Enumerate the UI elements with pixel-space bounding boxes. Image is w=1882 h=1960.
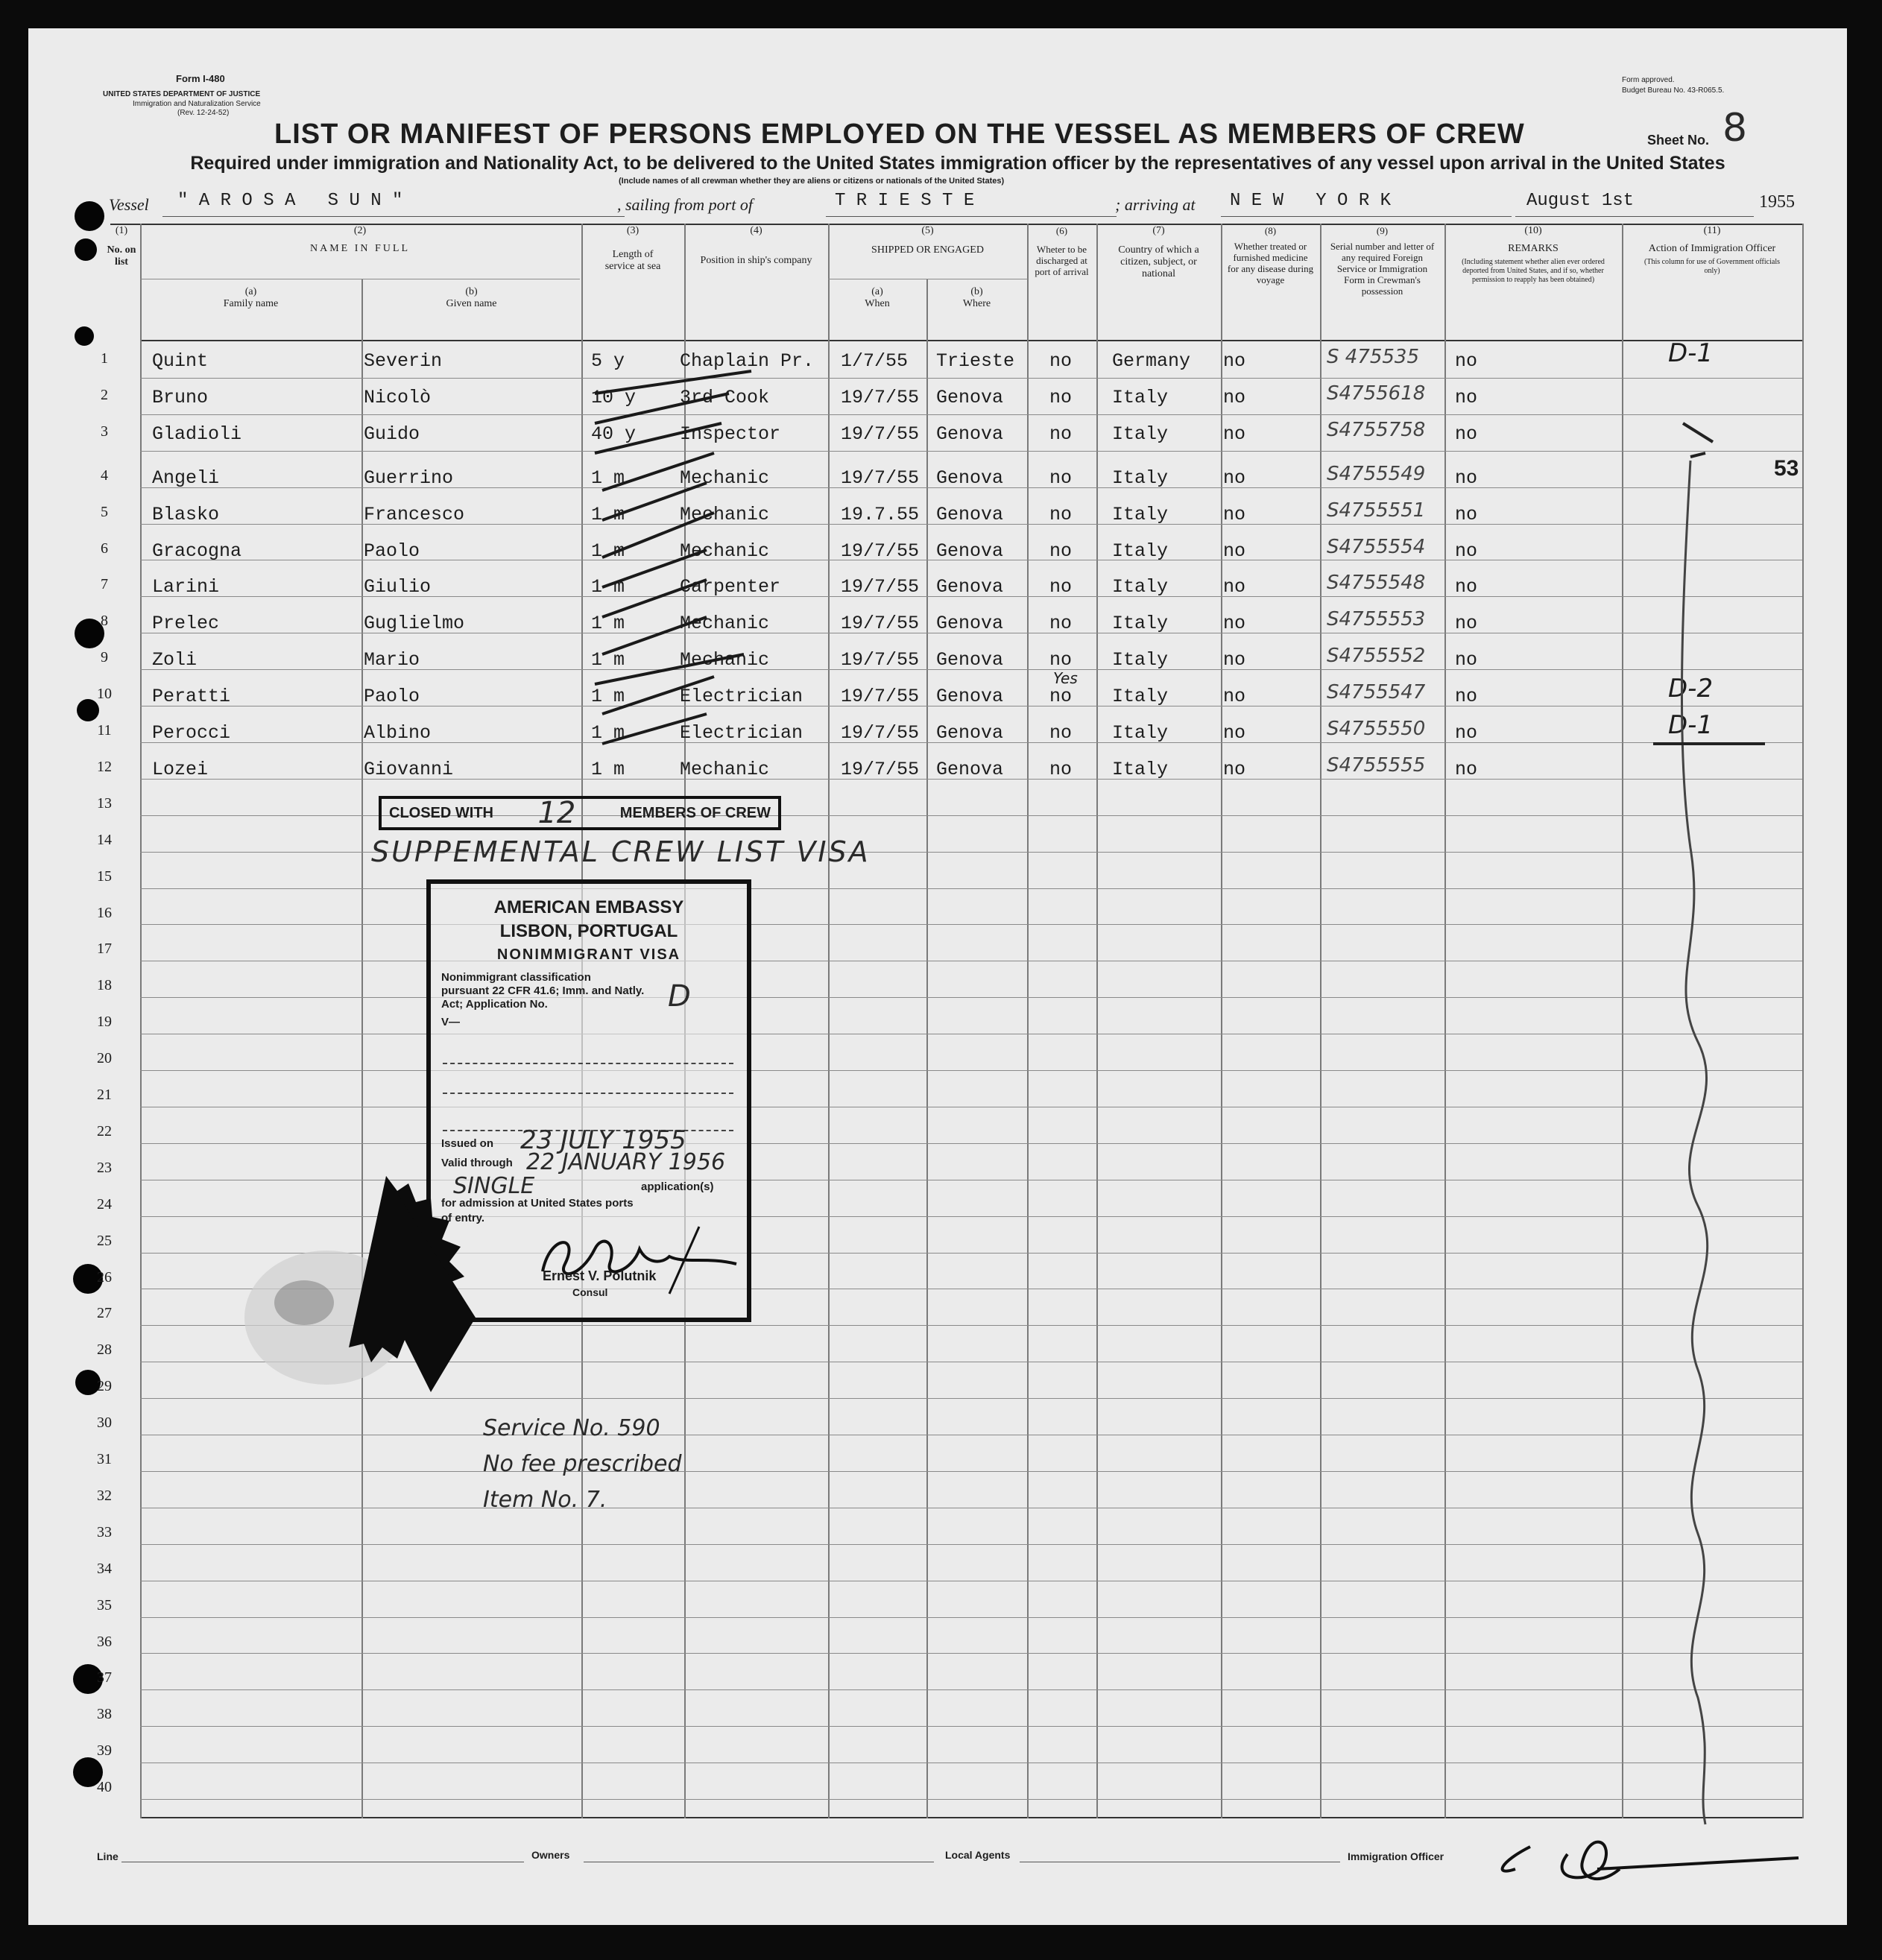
row-number: 21	[97, 1087, 112, 1103]
col6-header: Wheter to be discharged at port of arrival	[1035, 244, 1089, 277]
col7-header: Country of which a citizen, subject, or national	[1118, 244, 1199, 279]
treated: no	[1223, 576, 1246, 598]
shipped-where: Genova	[936, 686, 1004, 707]
shipped-where: Trieste	[936, 350, 1015, 372]
position: Mechanic	[680, 504, 770, 525]
shipped-where: Genova	[936, 467, 1004, 489]
shipped-when: 19/7/55	[841, 387, 920, 408]
visa-valid-label: Valid through	[441, 1157, 513, 1169]
discharge: no	[1049, 613, 1073, 634]
shipped-where: Genova	[936, 540, 1004, 562]
budget-number: Budget Bureau No. 43-R065.5.	[1622, 86, 1725, 95]
remarks: no	[1455, 686, 1478, 707]
row-number: 24	[97, 1196, 112, 1213]
position: Mechanic	[680, 467, 770, 489]
officer-action: D-1	[1668, 338, 1714, 368]
fee-note: No fee prescribed	[483, 1451, 682, 1477]
remarks: no	[1455, 350, 1478, 372]
officer-pencil-mark	[1623, 371, 1802, 1832]
shipped-where: Genova	[936, 387, 1004, 408]
visa-embassy: AMERICAN EMBASSY	[493, 897, 684, 917]
remarks: no	[1455, 504, 1478, 525]
treated: no	[1223, 423, 1246, 445]
punch-hole	[75, 238, 97, 261]
treated: no	[1223, 649, 1246, 671]
supplemental-note: SUPPEMENTAL CREW LIST VISA	[371, 835, 871, 868]
remarks: no	[1455, 649, 1478, 671]
given-name: Paolo	[364, 540, 420, 562]
visa-v-label: V—	[441, 1016, 461, 1028]
position: Mechanic	[680, 540, 770, 562]
visa-class-value: D	[668, 979, 691, 1014]
remarks: no	[1455, 576, 1478, 598]
treated: no	[1223, 540, 1246, 562]
shipped-where: Genova	[936, 759, 1004, 780]
row-rule	[140, 1617, 1802, 1618]
embossed-seal	[237, 1169, 535, 1422]
row-number: 12	[97, 759, 112, 775]
row-number: 11	[97, 722, 112, 739]
family-name: Lozei	[152, 759, 209, 780]
footer-agents: Local Agents	[945, 1849, 1011, 1861]
closed-stamp	[379, 796, 781, 830]
shipped-when: 19/7/55	[841, 722, 920, 744]
row-rule	[140, 997, 1802, 998]
col2b-header: Given name	[446, 298, 497, 309]
position: Chaplain Pr.	[680, 350, 815, 372]
discharge: no	[1049, 423, 1073, 445]
officer-signature	[1485, 1817, 1813, 1899]
row-number: 15	[97, 868, 112, 885]
col11-note: (This column for use of Government officials only)	[1644, 258, 1780, 275]
visa-applications: application(s)	[641, 1180, 714, 1193]
service-length: 1 m	[591, 576, 625, 598]
shipped-when: 19/7/55	[841, 467, 920, 489]
vessel-label: Vessel	[109, 195, 149, 214]
shipped-when: 19/7/55	[841, 423, 920, 445]
service-length: 1 m	[591, 759, 625, 780]
visa-issued: 23 JULY 1955	[520, 1125, 686, 1155]
port-label: , sailing from port of	[617, 195, 753, 214]
manifest-sheet	[28, 28, 1847, 1925]
col2a-sub: (a)	[244, 286, 257, 297]
visa-classification: Nonimmigrant classification	[441, 971, 591, 984]
col4-header: Position in ship's company	[700, 255, 812, 266]
shipped-where: Genova	[936, 576, 1004, 598]
country: Italy	[1112, 759, 1169, 780]
discharge: no	[1049, 467, 1073, 489]
visa-pursuant: pursuant 22 CFR 41.6; Imm. and Natly.	[441, 984, 645, 997]
country: Italy	[1112, 722, 1169, 744]
shipped-where: Genova	[936, 423, 1004, 445]
country: Germany	[1112, 350, 1191, 372]
shipped-when: 19/7/55	[841, 576, 920, 598]
position: Electrician	[680, 722, 803, 744]
col5-num: (5)	[921, 225, 934, 236]
col5a-header: When	[865, 298, 890, 309]
country: Italy	[1112, 576, 1169, 598]
row-rule	[140, 1544, 1802, 1545]
remarks: no	[1455, 387, 1478, 408]
position: 3rd Cook	[680, 387, 770, 408]
row-number: 23	[97, 1160, 112, 1176]
col5b-sub: (b)	[970, 286, 983, 297]
serial-number: S4755758	[1327, 419, 1426, 441]
discharge: no	[1049, 540, 1073, 562]
shipped-when: 1/7/55	[841, 350, 909, 372]
col10-note: (Including statement whether alien ever ordered deported from United States, and if so, whether permission to reapply has been obtained)	[1462, 258, 1605, 284]
col10-header: REMARKS	[1508, 243, 1559, 254]
row-number: 3	[101, 423, 108, 440]
treated: no	[1223, 686, 1246, 707]
discharge: no	[1049, 576, 1073, 598]
col10-num: (10)	[1524, 225, 1542, 236]
serial-number: S 475535	[1327, 346, 1420, 368]
shipped-where: Genova	[936, 722, 1004, 744]
page-title: LIST OR MANIFEST OF PERSONS EMPLOYED ON THE VESSEL AS MEMBERS OF CREW	[274, 118, 1525, 150]
discharge: no	[1049, 686, 1073, 707]
service-length: 10 y	[591, 387, 637, 408]
family-name: Blasko	[152, 504, 220, 525]
row-rule	[140, 1653, 1802, 1654]
col8-header: Whether treated or furnished medicine for any disease during voyage	[1227, 241, 1314, 285]
discharge: no	[1049, 722, 1073, 744]
row-number: 19	[97, 1014, 112, 1030]
sailing-port: T R I E S T E	[835, 191, 975, 211]
remarks: no	[1455, 722, 1478, 744]
given-name: Guglielmo	[364, 613, 465, 634]
sheet-label: Sheet No.	[1647, 133, 1710, 148]
family-name: Zoli	[152, 649, 198, 671]
row-number: 34	[97, 1561, 112, 1577]
row-number: 37	[97, 1669, 112, 1686]
serial-number: S4755554	[1327, 536, 1426, 558]
form-approved: Form approved.	[1622, 76, 1675, 84]
officer-action: D-2	[1668, 674, 1714, 704]
service-number: Service No. 590	[483, 1415, 660, 1441]
closed-suffix: MEMBERS OF CREW	[619, 804, 771, 821]
arrival-date: August 1st	[1526, 191, 1635, 211]
row-number: 14	[97, 832, 112, 848]
col11-header: Action of Immigration Officer	[1648, 243, 1776, 254]
row-number: 4	[101, 467, 108, 484]
consul-name: Ernest V. Polutnik	[543, 1268, 657, 1283]
family-name: Bruno	[152, 387, 209, 408]
punch-hole	[75, 201, 104, 231]
visa-act: Act; Application No.	[441, 998, 548, 1011]
country: Italy	[1112, 686, 1169, 707]
visa-admission: for admission at United States ports	[441, 1197, 634, 1210]
remarks: no	[1455, 467, 1478, 489]
crew-note: (Include names of all crewman whether they are aliens or citizens or nationals of the United States)	[619, 177, 1005, 186]
visa-valid: 22 JANUARY 1956	[526, 1149, 726, 1175]
given-name: Guerrino	[364, 467, 454, 489]
treated: no	[1223, 387, 1246, 408]
row-number: 22	[97, 1123, 112, 1139]
serial-number: S4755553	[1327, 608, 1426, 630]
row-number: 20	[97, 1050, 112, 1066]
country: Italy	[1112, 613, 1169, 634]
row-number: 6	[101, 540, 108, 557]
row-number: 7	[101, 576, 108, 592]
closed-count: 12	[537, 796, 576, 830]
col6-num: (6)	[1055, 225, 1068, 236]
given-name: Nicolò	[364, 387, 432, 408]
service-length: 1 m	[591, 722, 625, 744]
col3-header: Length of service at sea	[604, 249, 661, 272]
family-name: Quint	[152, 350, 209, 372]
country: Italy	[1112, 649, 1169, 671]
visa-type: NONIMMIGRANT VISA	[496, 946, 681, 963]
row-rule	[140, 414, 1802, 415]
discharge-note: Yes	[1053, 669, 1078, 687]
position: Carpenter	[680, 576, 781, 598]
subtitle: Required under immigration and Nationality Act, to be delivered to the United States immigration officer by the representatives of any vessel upon arrival in the United States	[190, 153, 1725, 174]
row-number: 39	[97, 1742, 112, 1759]
given-name: Mario	[364, 649, 420, 671]
form-department: UNITED STATES DEPARTMENT OF JUSTICE	[103, 90, 261, 98]
remarks: no	[1455, 759, 1478, 780]
row-number: 2	[101, 387, 108, 403]
position: Electrician	[680, 686, 803, 707]
row-rule	[140, 378, 1802, 379]
given-name: Guido	[364, 423, 420, 445]
serial-number: S4755547	[1327, 681, 1426, 704]
given-name: Giulio	[364, 576, 432, 598]
visa-city: LISBON, PORTUGAL	[499, 921, 678, 941]
col2-num: (2)	[353, 225, 367, 236]
row-number: 1	[101, 350, 108, 367]
col11-num: (11)	[1703, 225, 1721, 236]
row-rule	[140, 1726, 1802, 1727]
shipped-when: 19/7/55	[841, 540, 920, 562]
page-mark: 53	[1774, 456, 1799, 481]
row-number: 29	[97, 1378, 112, 1394]
col3-num: (3)	[626, 225, 640, 236]
treated: no	[1223, 504, 1246, 525]
family-name: Gladioli	[152, 423, 242, 445]
country: Italy	[1112, 467, 1169, 489]
discharge: no	[1049, 350, 1073, 372]
col7-num: (7)	[1152, 225, 1165, 236]
service-note	[483, 1411, 682, 1518]
serial-number: S4755550	[1327, 718, 1426, 740]
form-service: Immigration and Naturalization Service	[133, 100, 261, 108]
shipped-where: Genova	[936, 649, 1004, 671]
row-number: 13	[97, 795, 112, 812]
shipped-when: 19/7/55	[841, 613, 920, 634]
row-rule	[140, 1471, 1802, 1472]
col1-header: No. on list	[107, 244, 136, 268]
family-name: Gracogna	[152, 540, 242, 562]
serial-number: S4755552	[1327, 645, 1426, 667]
vessel-name: " A R O S A S U N "	[177, 191, 403, 211]
row-rule	[140, 888, 1802, 889]
form-number: Form I-480	[176, 73, 225, 84]
row-rule	[140, 1143, 1802, 1144]
given-name: Severin	[364, 350, 443, 372]
column-strike-marks	[580, 341, 774, 818]
serial-number: S4755548	[1327, 572, 1426, 594]
row-number: 33	[97, 1524, 112, 1540]
col9-header: Serial number and letter of any required Foreign Service or Immigration Form in Crewman's possession	[1330, 241, 1435, 297]
arrival-year: 1955	[1759, 192, 1795, 212]
col5-header: SHIPPED OR ENGAGED	[871, 244, 984, 256]
position: Mechanic	[680, 613, 770, 634]
remarks: no	[1455, 540, 1478, 562]
serial-number: S4755618	[1327, 382, 1426, 405]
shipped-when: 19/7/55	[841, 686, 920, 707]
shipped-where: Genova	[936, 613, 1004, 634]
family-name: Peratti	[152, 686, 231, 707]
serial-number: S4755549	[1327, 463, 1426, 485]
service-length: 5 y	[591, 350, 625, 372]
country: Italy	[1112, 423, 1169, 445]
service-length: 40 y	[591, 423, 637, 445]
footer-officer: Immigration Officer	[1348, 1850, 1444, 1862]
treated: no	[1223, 467, 1246, 489]
row-rule	[140, 924, 1802, 925]
given-name: Giovanni	[364, 759, 454, 780]
discharge: no	[1049, 759, 1073, 780]
service-length: 1 m	[591, 686, 625, 707]
col2b-sub: (b)	[465, 286, 478, 297]
arrival-port: N E W Y O R K	[1230, 191, 1392, 211]
row-number: 30	[97, 1414, 112, 1431]
family-name: Angeli	[152, 467, 220, 489]
col1-num: (1)	[115, 225, 128, 236]
row-number: 17	[97, 941, 112, 957]
sheet-number: 8	[1722, 106, 1748, 151]
visa-entry: of entry.	[441, 1212, 485, 1224]
row-number: 40	[97, 1779, 112, 1795]
visa-issued-label: Issued on	[441, 1137, 494, 1150]
punch-hole	[75, 326, 94, 346]
family-name: Prelec	[152, 613, 220, 634]
col4-num: (4)	[750, 225, 762, 236]
discharge: no	[1049, 649, 1073, 671]
row-number: 16	[97, 905, 112, 921]
country: Italy	[1112, 540, 1169, 562]
footer-line: Line	[97, 1850, 119, 1862]
family-name: Perocci	[152, 722, 231, 744]
position: Inspector	[680, 423, 781, 445]
row-rule	[140, 1689, 1802, 1690]
form-revision: (Rev. 12-24-52)	[177, 109, 230, 117]
remarks: no	[1455, 613, 1478, 634]
treated: no	[1223, 613, 1246, 634]
row-number: 5	[101, 504, 108, 520]
row-number: 8	[101, 613, 108, 629]
col2-header: NAME IN FULL	[310, 243, 410, 254]
row-number: 28	[97, 1341, 112, 1358]
officer-action: D-1	[1668, 710, 1714, 740]
consul-title: Consul	[572, 1286, 608, 1298]
treated: no	[1223, 350, 1246, 372]
country: Italy	[1112, 504, 1169, 525]
given-name: Paolo	[364, 686, 420, 707]
row-rule	[140, 1799, 1802, 1800]
col2a-header: Family name	[223, 298, 279, 309]
arriving-label: ; arriving at	[1115, 195, 1196, 214]
given-name: Albino	[364, 722, 432, 744]
discharge: no	[1049, 387, 1073, 408]
row-number: 38	[97, 1706, 112, 1722]
row-number: 25	[97, 1233, 112, 1249]
service-length: 1 m	[591, 540, 625, 562]
row-number: 35	[97, 1597, 112, 1613]
service-length: 1 m	[591, 504, 625, 525]
service-length: 1 m	[591, 649, 625, 671]
serial-number: S4755551	[1327, 499, 1426, 522]
row-number: 36	[97, 1634, 112, 1650]
col5b-header: Where	[962, 298, 991, 309]
row-number: 31	[97, 1451, 112, 1467]
position: Mechanic	[680, 759, 770, 780]
shipped-when: 19.7.55	[841, 504, 920, 525]
closed-prefix: CLOSED WITH	[389, 804, 493, 821]
given-name: Francesco	[364, 504, 465, 525]
family-name: Larini	[152, 576, 220, 598]
row-number: 9	[101, 649, 108, 666]
country: Italy	[1112, 387, 1169, 408]
col8-num: (8)	[1264, 225, 1277, 236]
row-number: 26	[97, 1269, 112, 1286]
item-number: Item No. 7.	[483, 1487, 607, 1513]
row-rule	[140, 451, 1802, 452]
col9-num: (9)	[1376, 225, 1389, 236]
remarks: no	[1455, 423, 1478, 445]
serial-number: S4755555	[1327, 754, 1426, 777]
row-number: 27	[97, 1305, 112, 1321]
visa-single: SINGLE	[453, 1173, 535, 1199]
consul-signature	[535, 1219, 744, 1301]
shipped-when: 19/7/55	[841, 759, 920, 780]
col5a-sub: (a)	[871, 286, 883, 297]
treated: no	[1223, 759, 1246, 780]
service-length: 1 m	[591, 613, 625, 634]
discharge: no	[1049, 504, 1073, 525]
row-number: 18	[97, 977, 112, 993]
treated: no	[1223, 722, 1246, 744]
shipped-where: Genova	[936, 504, 1004, 525]
row-rule	[140, 1070, 1802, 1071]
row-number: 32	[97, 1488, 112, 1504]
position: Mechanic	[680, 649, 770, 671]
service-length: 1 m	[591, 467, 625, 489]
shipped-when: 19/7/55	[841, 649, 920, 671]
row-number: 10	[97, 686, 112, 702]
footer-owners: Owners	[531, 1849, 570, 1861]
